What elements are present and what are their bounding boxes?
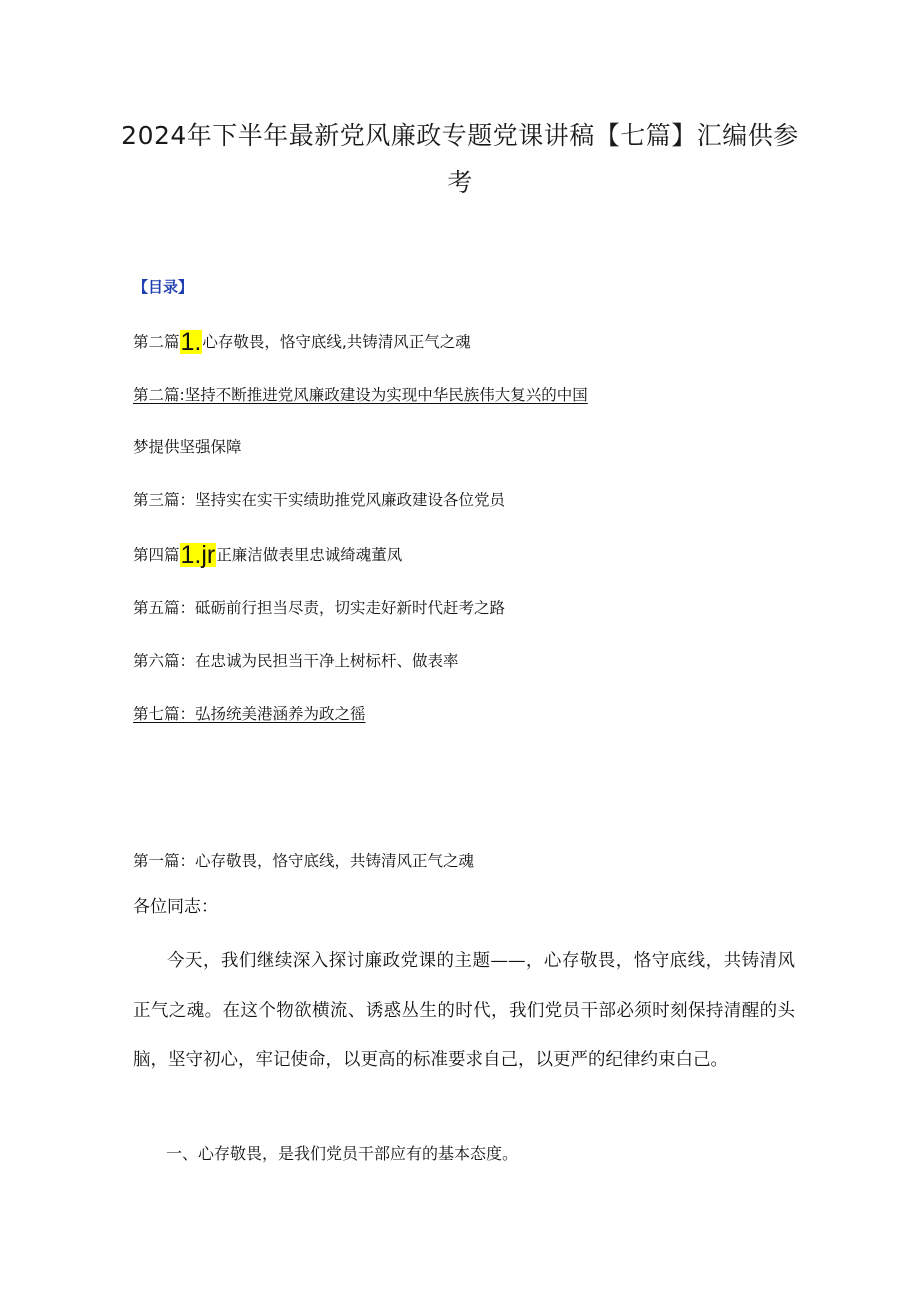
point-heading: 一、心存敬畏，是我们党员干部应有的基本态度。 — [166, 1144, 519, 1163]
toc-item-4[interactable] — [133, 543, 402, 567]
body-paragraph: 今天，我们继续深入探讨廉政党课的主题——，心存敬畏，恪守底线，共铸清风正气之魂。在这个物欲横流、诱惑丛生的时代，我们党员干部必须时刻保持清醒的头脑，坚守初心，牢记使命，以更高的标准要求自己，以更严的纪律约束白己。 — [133, 951, 795, 1070]
toc-item-text: 第七篇：弘扬统美港涵养为政之徭 — [133, 705, 366, 723]
toc-item-prefix: 第四篇 — [133, 546, 180, 564]
toc-item-7[interactable] — [133, 702, 366, 726]
toc-item-5[interactable] — [133, 596, 505, 620]
toc-item-2-continued[interactable] — [133, 435, 242, 459]
toc-label: 【目录】 — [133, 278, 194, 296]
toc-item-text: 第二篇:坚持不断推进党风廉政建设为实现中华民族伟大复兴的中国 — [133, 386, 588, 404]
greeting: 各位同志： — [133, 897, 218, 917]
toc-item-text: 第六篇：在忠诚为民担当干净上树标杆、做表率 — [133, 652, 459, 670]
toc-item-prefix: 第二篇 — [133, 333, 180, 351]
toc-item-1[interactable] — [133, 330, 471, 354]
toc-item-text: 正廉洁做表里忠诚绮魂董凤 — [216, 546, 403, 564]
toc-item-3[interactable] — [133, 488, 505, 512]
highlight-mark: 1. — [180, 328, 202, 356]
toc-item-text: 梦提供坚强保障 — [133, 438, 242, 456]
highlight-mark: 1.jr — [180, 541, 216, 569]
section-title: 第一篇：心存敬畏，恪守底线，共铸清风正气之魂 — [133, 852, 475, 870]
toc-item-text: 第三篇：坚持实在实干实绩助推党风廉政建设各位党员 — [133, 491, 506, 509]
toc-item-6[interactable] — [133, 649, 459, 673]
document-title: 2024年下半年最新党风廉政专题党课讲稿【七篇】汇编供参考 — [121, 121, 799, 197]
toc-item-text: 第五篇：砥砺前行担当尽责，切实走好新时代赶考之路 — [133, 599, 506, 617]
toc-item-text: 心存敬畏，恪守底线,共铸清风正气之魂 — [202, 333, 471, 351]
toc-item-2[interactable] — [133, 383, 588, 407]
